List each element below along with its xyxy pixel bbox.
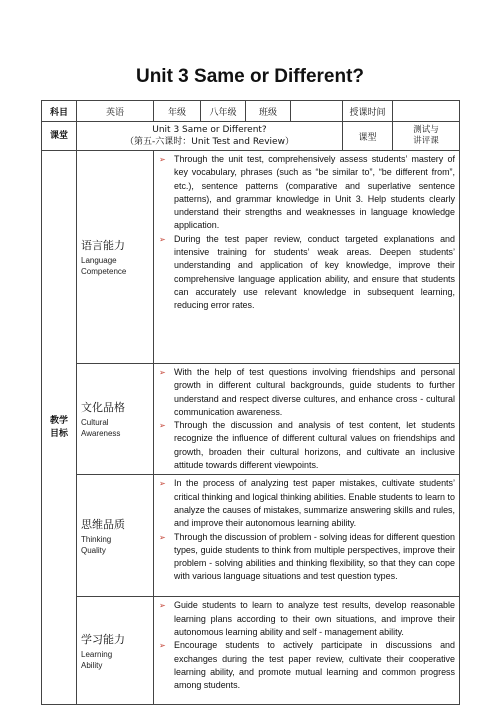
goal-bullet: [158, 153, 455, 233]
arrow-bullet-icon: ➢: [159, 234, 166, 244]
arrow-bullet-icon: ➢: [159, 601, 166, 611]
goal-row-cultural: [42, 364, 460, 475]
goal-category-en1: Language: [81, 256, 117, 265]
goal-category-en1: Cultural: [81, 418, 109, 428]
goal-bullet: [158, 233, 455, 313]
goal-content: [154, 475, 460, 597]
goal-category-en1: Learning: [81, 649, 113, 659]
goal-category: [77, 475, 154, 597]
arrow-bullet-icon: ➢: [159, 532, 166, 542]
goal-content: [154, 151, 460, 364]
arrow-bullet-icon: ➢: [159, 641, 166, 651]
goal-row-language: [42, 151, 460, 364]
bullet-text: In the process of analyzing test paper mistakes, cultivate students’ critical thinking and logical thinking abilities. Enable students to learn to analyze the causes of mistakes, summarize answering skills and rules, and improve their autonomous learning ability.: [174, 478, 455, 529]
course-label: 课堂: [42, 122, 77, 151]
goal-category-en2: Awareness: [81, 429, 121, 439]
type-value-line1: 测试与: [413, 125, 439, 135]
class-label: 班级: [246, 101, 291, 122]
course-title-line2: （第五-六课时：Unit Test and Review）: [125, 137, 294, 147]
time-label: 授课时间: [343, 101, 393, 122]
goal-category-zh: 语言能力: [81, 239, 125, 252]
goal-category: [77, 597, 154, 705]
goal-category-en1: Thinking: [81, 534, 112, 544]
goal-bullet: [158, 477, 455, 530]
goals-label: [42, 151, 77, 705]
goal-content: [154, 364, 460, 475]
goal-bullet: [158, 639, 455, 692]
goal-category-en2: Quality: [81, 545, 106, 555]
goal-category-en2: Competence: [81, 267, 127, 276]
course-title: [77, 122, 343, 151]
goals-label-line1: 教学: [49, 415, 68, 426]
goal-bullet: [158, 419, 455, 472]
bullet-text: Guide students to learn to analyze test results, develop reasonable learning plans according to their own situations, and improve their autonomous learning ability and self - management ability.: [174, 600, 455, 637]
grade-value: 八年级: [201, 101, 246, 122]
type-value-line2: 讲评课: [413, 136, 439, 146]
goal-category-en2: Ability: [81, 660, 103, 670]
bullet-text: Encourage students to actively participate in discussions and exchanges during the test paper review, cultivate their cooperative learning ability, and promote mutual learning and common progress among students.: [174, 640, 455, 691]
bullet-text: Through the unit test, comprehensively assess students’ mastery of key vocabulary, phrases (such as “be similar to”, “be different from”, etc.), sentence patterns (comparative and superlative sentence patterns), and grammar knowledge in Unit 3. Help students clearly understand their strengths and weaknesses in language knowledge application.: [174, 154, 455, 231]
lesson-plan-table: [41, 100, 460, 705]
bullet-text: Through the discussion of problem - solving ideas for different question types, guide students to think from multiple perspectives, improve their problem - solving abilities and thinking flexibility, so that they can cope with various language situations and test question types.: [174, 531, 455, 582]
goal-category-zh: 学习能力: [81, 632, 125, 646]
type-value: [393, 122, 460, 151]
header-row: [42, 101, 460, 122]
subject-value: 英语: [77, 101, 154, 122]
course-title-line1: Unit 3 Same or Different?: [152, 125, 267, 135]
arrow-bullet-icon: ➢: [159, 368, 166, 377]
arrow-bullet-icon: ➢: [159, 479, 166, 489]
goal-category: [77, 364, 154, 475]
class-value: [291, 101, 343, 122]
subject-label: 科目: [42, 101, 77, 122]
goal-content: [154, 597, 460, 705]
goals-label-line2: 目标: [49, 428, 68, 439]
goal-bullet: [158, 366, 455, 419]
goal-bullet: [158, 531, 455, 584]
course-row: [42, 122, 460, 151]
bullet-text: Through the discussion and analysis of test content, let students recognize the influence of different cultural values on friendships and growth, broaden their cultural horizons, and cultivate an inclusive attitude towards different viewpoints.: [174, 420, 455, 471]
goal-bullet: [158, 599, 455, 639]
goal-category-zh: 思维品质: [81, 517, 125, 531]
arrow-bullet-icon: ➢: [159, 155, 166, 164]
goal-row-learning: [42, 597, 460, 705]
type-label: 课型: [343, 122, 393, 151]
grade-label: 年级: [154, 101, 201, 122]
arrow-bullet-icon: ➢: [159, 421, 166, 431]
time-value: [393, 101, 460, 122]
page-title: Unit 3 Same or Different?: [135, 66, 365, 87]
goal-category: [77, 151, 154, 364]
goal-row-thinking: [42, 475, 460, 597]
goal-category-zh: 文化品格: [81, 401, 125, 415]
bullet-text: With the help of test questions involving friendships and personal growth in different cultural backgrounds, guide students to further understand and respect diverse cultures, and enhance cross - cultural communication awareness.: [174, 367, 455, 417]
bullet-text: During the test paper review, conduct targeted explanations and intensive training for students’ weak areas. Deepen students’ understanding and application of key knowledge, improve their comprehensive language application ability, and ensure that students can accurately use relevant knowledge in subsequent learning, reducing error rates.: [174, 233, 455, 311]
